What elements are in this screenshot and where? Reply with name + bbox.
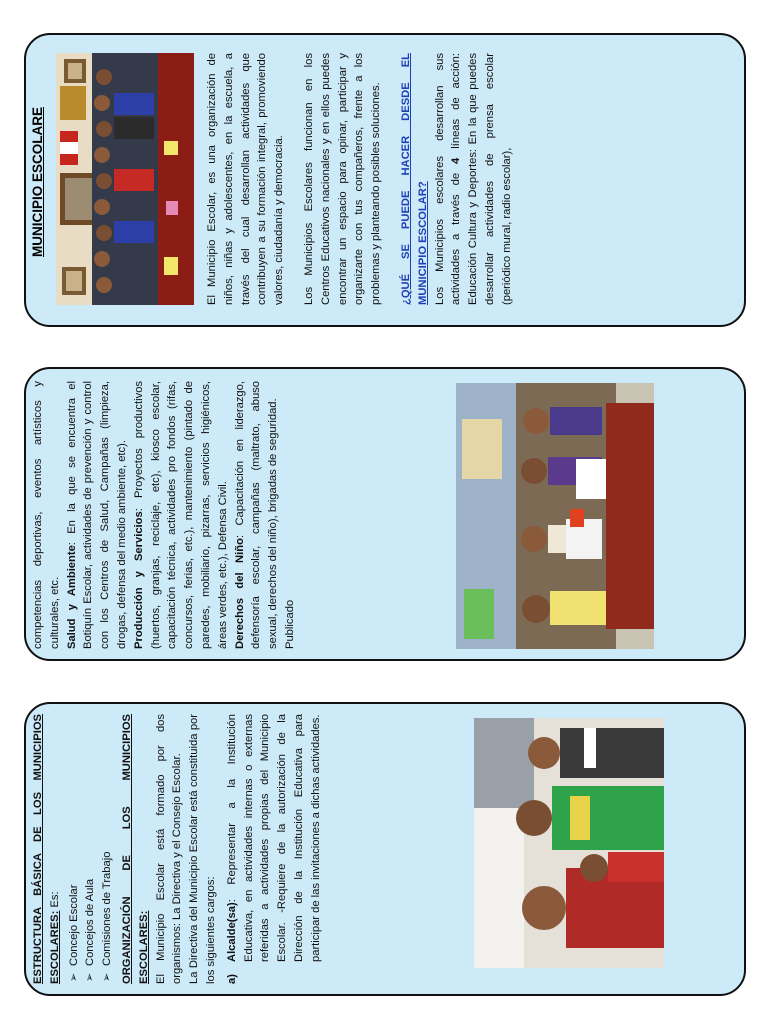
derechos-nino: Derechos del Niño: Capacitación en liderazgo, defensoría escolar, campañas (maltrato, abuso sexual, derechos del niño), brigadas de seguridad.: [233, 381, 280, 649]
salud-ambiente: Salud y Ambiente: En la que se encuentra el Botiquín Escolar, actividades de prevención y control con los Centros de Salud, Campañas (limpieza, drogas, defensa del medio ambiente, etc).: [65, 381, 128, 649]
sports-text: competencias deportivas, eventos artísticos y culturales, etc.: [32, 381, 61, 649]
alcalde-item: a) Alcalde(sa): Representar a la Institución Educativa, en actividades internas o externas referidas a actividades propias del Municipio Escolar. -Requiere de la autorización de la Dirección de la Institución Educativa para participar de las invitaciones a dichas actividades.: [225, 714, 322, 984]
actions-paragraph: Los Municipios escolares desarrollan sus actividades a través de 4 líneas de acción: Educación Cultura y Deportes: En la que puedes desarrollar actividades de prensa escolar (periódico mural, radio escolar),: [433, 53, 513, 305]
organizacion-text: El Municipio Escolar está formado por dos organismos: La Directiva y el Consejo Escolar.: [154, 714, 184, 984]
panel-estructura: [24, 702, 746, 996]
publicado-label: Publicado: [283, 599, 296, 649]
structure-list: [66, 714, 116, 984]
estructura-heading: ESTRUCTURA BÁSICA DE LOS MUNICIPIOS ESCOLARES: Es:: [32, 714, 61, 984]
arrow-icon: ➢: [101, 972, 114, 982]
function-paragraph: Los Municipios Escolares funcionan en los Centros Educativos nacionales y en ellos puedes encontrar un espacio para opinar, participar y organizarte con tus compañeros, frente a los problemas y planteando posibles soluciones.: [302, 53, 383, 305]
panel-lineas-de-accion: [24, 367, 746, 661]
produccion-servicios: Producción y Servicios: Proyectos productivos (huertos, granjas, reciclaje, etc), kiosco escolar, capacitación técnica, actividades pro fondos (rifas, concursos, ferias, etc.), mantenimiento (pintado de paredes, mobiliario, pizarras, servicios higiénicos, áreas verdes, etc.), Defensa Civil.: [132, 380, 229, 649]
page-title: MUNICIPIO ESCOLARE: [30, 107, 45, 258]
question-heading: ¿QUÉ SE PUEDE HACER DESDE EL MUNICIPIO ESCOLAR?: [399, 53, 429, 305]
intro-paragraph: El Municipio Escolar, es una organización de niños, niñas y adolescentes, en la escuela, a través del cual desarrollan actividades que contribuyen a su formación integral, promoviendo valores, ciudadanía y democracia.: [206, 53, 286, 305]
organizacion-heading: ORGANIZACIÓN DE LOS MUNICIPIOS ESCOLARES:: [120, 714, 150, 984]
directiva-text: La Directiva del Municipio Escolar está constituida por los siguientes cargos:: [188, 714, 217, 984]
panel-municipio-escolar: [24, 33, 746, 327]
group-photo: [56, 53, 194, 305]
celebration-photo: [474, 718, 664, 968]
list-item: ➢ Comisiones de Trabajo: [99, 714, 116, 982]
voting-photo: [456, 383, 654, 649]
list-item: ➢ Concejo Escolar: [66, 714, 83, 982]
arrow-icon: ➢: [84, 972, 97, 982]
arrow-icon: ➢: [67, 972, 80, 982]
list-item: ➢ Concejos de Aula: [82, 714, 99, 982]
